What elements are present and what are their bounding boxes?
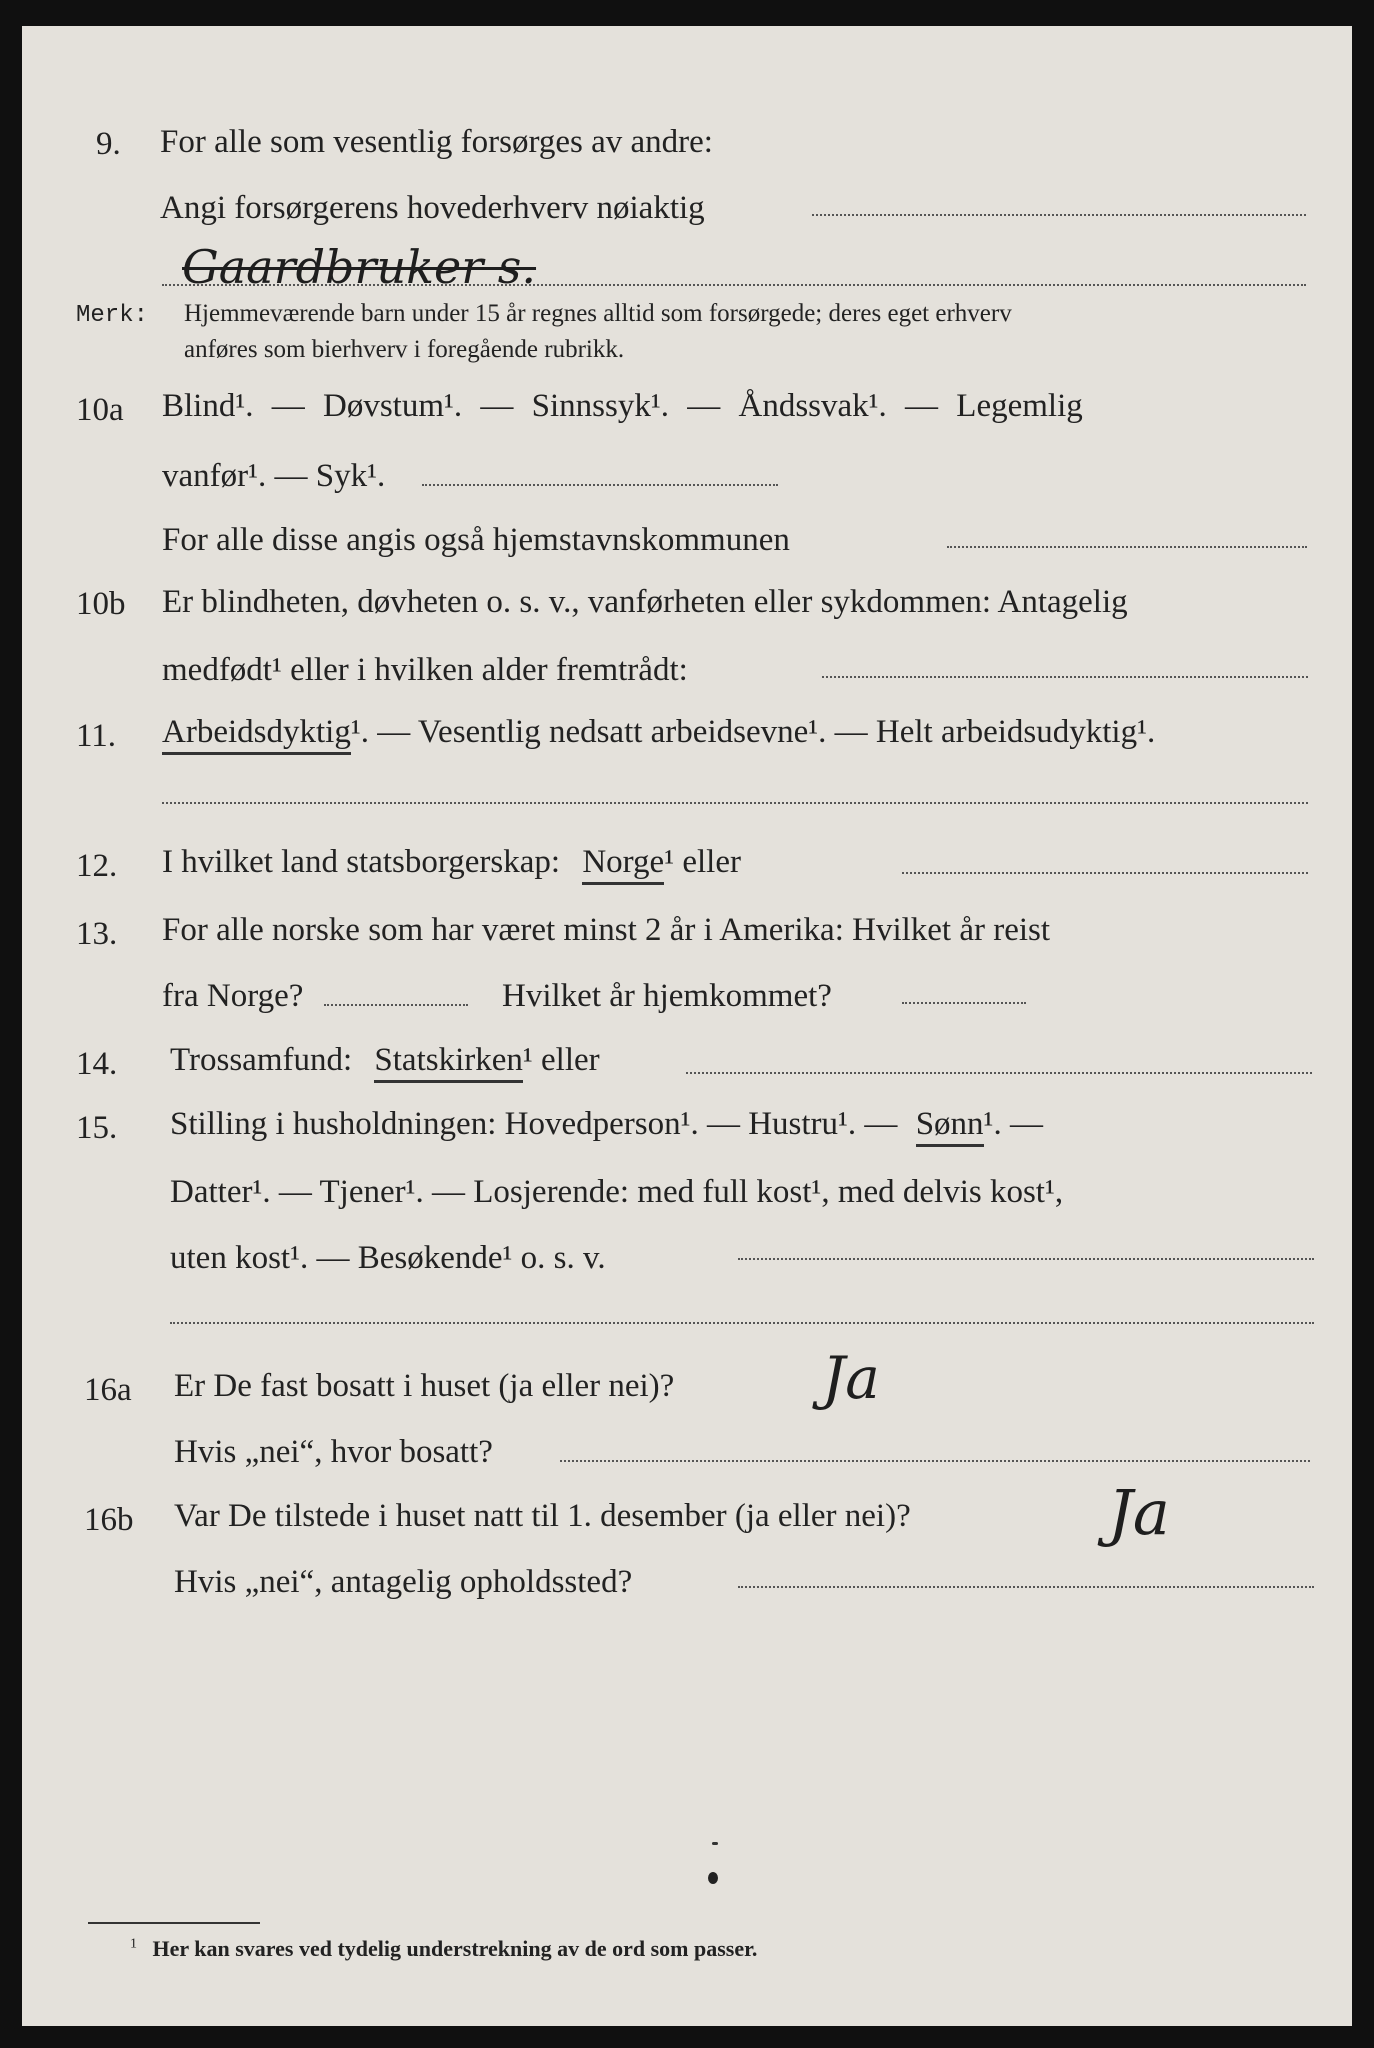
q10a-line1: Blind¹. — Døvstum¹. — Sinnssyk¹. — Åndssvak¹. — Legemlig (162, 388, 1083, 424)
q16a-handwritten-answer: Ja (822, 1344, 880, 1412)
q13-number: 13. (76, 916, 118, 952)
q11-number: 11. (76, 718, 117, 754)
q16a-line1: Er De fast bosatt i huset (ja eller nei)? (174, 1368, 675, 1404)
census-form-page (22, 26, 1352, 2026)
footnote-rule (88, 1922, 260, 1924)
q10b-dotted-line (822, 676, 1308, 678)
footnote-text: Her kan svares ved tydelig understrekning av de ord som passer. (152, 1936, 758, 1961)
q9-handwritten-answer: Gaardbruker s. (182, 240, 537, 294)
merk-line1: Hjemmeværende barn under 15 år regnes alltid som forsørgede; deres eget erhverv (184, 300, 1012, 327)
q12-number: 12. (76, 848, 118, 884)
q16a-dotted-line (560, 1460, 1310, 1462)
merk-line2: anføres som bierhverv i foregående rubrikk. (184, 336, 625, 363)
q13-reist-dotted-line (324, 1004, 468, 1006)
q13-line2a: fra Norge? (162, 978, 304, 1014)
q13-line1: For alle norske som har været minst 2 år i Amerika: Hvilket år reist (162, 912, 1051, 948)
q16b-line1: Var De tilstede i huset natt til 1. desember (ja eller nei)? (174, 1498, 911, 1534)
merk-label: Merk: (76, 302, 149, 329)
q9-second-dotted-line (162, 284, 1306, 286)
q12-line (162, 844, 741, 881)
q15-dotted-line (738, 1258, 1314, 1260)
q12-post: ¹ eller (664, 844, 741, 880)
q13-line2b: Hvilket år hjemkommet? (502, 978, 832, 1014)
q16a-line2: Hvis „nei“, hvor bosatt? (174, 1434, 493, 1470)
q10a-line2: vanfør¹. — Syk¹. (162, 458, 386, 494)
q14-post: ¹ eller (522, 1042, 600, 1078)
paper-ink-dot (708, 1872, 718, 1884)
q10a-home-dotted-line (947, 546, 1307, 548)
q14-dotted-line (686, 1072, 1312, 1074)
q15-line1 (170, 1106, 1043, 1143)
q11-dotted-line (162, 802, 1308, 804)
q16b-handwritten-answer: Ja (1108, 1476, 1170, 1549)
q9-line1: For alle som vesentlig forsørges av andre: (160, 124, 713, 160)
q16b-line2: Hvis „nei“, antagelig opholdssted? (174, 1564, 633, 1600)
q16a-number: 16a (84, 1372, 132, 1408)
q13-hjemkommet-dotted-line (902, 1002, 1026, 1004)
q14-number: 14. (76, 1046, 118, 1082)
q15-option-sonn: Sønn (916, 1106, 984, 1147)
q10b-line1: Er blindheten, døvheten o. s. v., vanførheten eller sykdommen: Antagelig (162, 584, 1128, 620)
q12-option-norge: Norge (582, 844, 664, 885)
q16b-number: 16b (84, 1502, 134, 1538)
q12-dotted-line (902, 872, 1308, 874)
q9-line2: Angi forsørgerens hovederhverv nøiaktig (160, 190, 705, 226)
q10a-line3: For alle disse angis også hjemstavnskommunen (162, 522, 790, 558)
q15-number: 15. (76, 1110, 118, 1146)
q10b-number: 10b (76, 586, 126, 622)
q11-line (162, 714, 1155, 751)
q15-second-dotted-line (170, 1322, 1314, 1324)
q10a-dotted-line (422, 484, 778, 486)
q14-pre: Trossamfund: (170, 1042, 353, 1078)
q14-line (170, 1042, 600, 1079)
q15-line1b: ¹. — (983, 1106, 1043, 1142)
q9-answer-dotted-line (812, 214, 1306, 216)
q15-line1a: Stilling i husholdningen: Hovedperson¹. — Hustru¹. — (170, 1106, 898, 1142)
q10a-number: 10a (76, 392, 124, 428)
q9-number: 9. (96, 126, 121, 162)
footnote-mark: 1 (130, 1936, 137, 1952)
q10b-line2: medfødt¹ eller i hvilken alder fremtrådt: (162, 652, 688, 688)
q12-pre: I hvilket land statsborgerskap: (162, 844, 561, 880)
q16b-dotted-line (738, 1586, 1314, 1588)
q11-rest: ¹. — Vesentlig nedsatt arbeidsevne¹. — Helt arbeidsudyktig¹. (350, 714, 1156, 750)
q14-option-statskirken: Statskirken (374, 1042, 522, 1083)
footnote (130, 1936, 757, 1962)
q11-option-arbeidsdyktig: Arbeidsdyktig (162, 714, 351, 755)
paper-speck (712, 1842, 718, 1845)
q15-line2: Datter¹. — Tjener¹. — Losjerende: med full kost¹, med delvis kost¹, (170, 1174, 1064, 1210)
q15-line3: uten kost¹. — Besøkende¹ o. s. v. (170, 1240, 606, 1276)
